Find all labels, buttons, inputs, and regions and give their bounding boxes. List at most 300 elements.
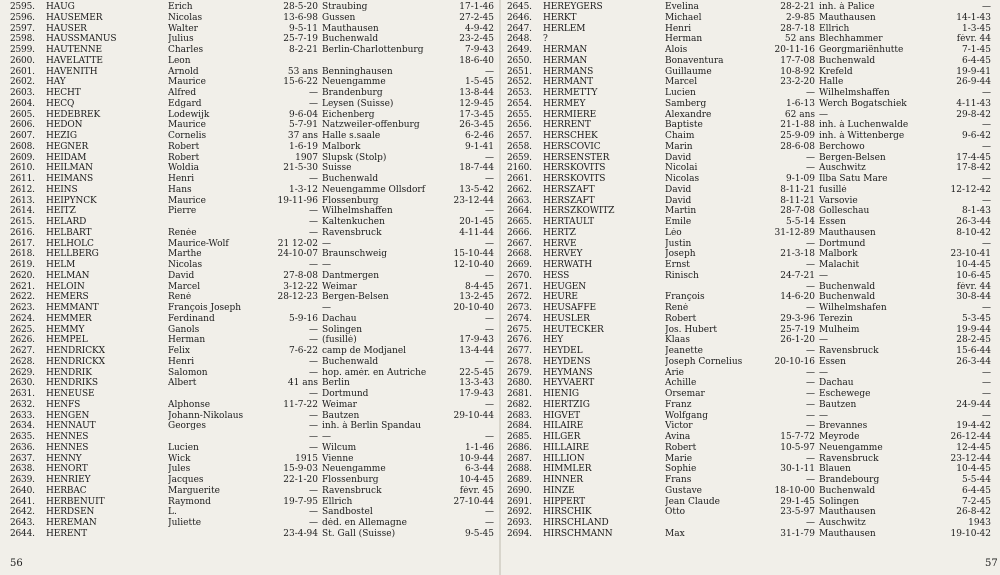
list-row — [507, 249, 997, 260]
surname: HERSCHEK — [543, 131, 598, 141]
given-name: Nicolai — [665, 163, 698, 174]
given-name: Maurice — [168, 120, 206, 131]
given-name: Wolfgang — [665, 410, 708, 421]
list-row — [10, 249, 500, 260]
entry-number: 2625. — [10, 324, 35, 335]
entry-number: 2692. — [507, 507, 532, 518]
place-of-death: Ravensbruck — [322, 485, 382, 496]
surname: HEITZ — [46, 206, 76, 217]
birth-date: 21-3-18 — [780, 249, 815, 260]
entry-number: 2601. — [10, 66, 35, 77]
given-name: Arnold — [168, 66, 199, 77]
surname: HELHOLC — [46, 238, 94, 249]
place-of-death: Benninghausen — [322, 66, 393, 77]
list-row — [507, 346, 997, 357]
place-of-death: Eichenberg — [322, 109, 375, 120]
entry-number: 2671. — [507, 281, 532, 292]
death-date: — — [982, 2, 991, 12]
list-row — [507, 282, 997, 293]
entry-number: 2646. — [507, 12, 532, 23]
place-of-death: Blechhammer — [819, 34, 883, 45]
list-row — [507, 153, 997, 164]
given-name: Edgard — [168, 98, 202, 109]
list-row — [507, 507, 997, 518]
death-date: 27-2-45 — [459, 12, 494, 23]
list-row — [507, 45, 997, 56]
death-date: 30-8-44 — [956, 292, 991, 303]
place-of-death: Neuengamme Ollsdorf — [322, 184, 426, 195]
given-name: Michael — [665, 12, 702, 23]
list-row — [10, 56, 500, 67]
place-of-death: Essen — [819, 356, 846, 367]
entry-number: 2630. — [10, 378, 35, 389]
death-date: — — [982, 367, 991, 378]
place-of-death: Mauthausen — [819, 12, 876, 23]
list-row — [507, 24, 997, 35]
birth-date: — — [309, 174, 318, 184]
given-name: Bonaventura — [665, 55, 724, 66]
place-of-death: Malbork — [322, 141, 361, 152]
death-date: 20-1-45 — [459, 217, 494, 227]
list-row — [507, 56, 997, 67]
death-date: févr. 44 — [956, 34, 991, 45]
list-row — [10, 142, 500, 153]
entry-number: 2688. — [507, 464, 532, 475]
surname: HERMEY — [543, 98, 586, 109]
given-name: René — [665, 303, 689, 313]
birth-date: 28-12-23 — [277, 292, 318, 303]
list-row — [10, 228, 500, 239]
birth-date: — — [806, 238, 815, 249]
surname: HENNAUT — [46, 421, 96, 432]
death-date: 10-4-45 — [459, 475, 494, 485]
place-of-death: — — [819, 270, 828, 281]
given-name: Julius — [168, 34, 194, 45]
death-date: — — [982, 410, 991, 421]
entry-number: 2675. — [507, 324, 532, 335]
place-of-death: Wilcum — [322, 442, 357, 453]
entry-number: 2659. — [507, 152, 532, 163]
list-row — [507, 110, 997, 121]
place-of-death: Neuengamme — [322, 464, 386, 475]
place-of-death: Ravensbruck — [819, 346, 879, 356]
list-row — [10, 378, 500, 389]
given-name: Renée — [168, 227, 197, 238]
birth-date: 62 ans — [784, 109, 815, 120]
list-row — [507, 443, 997, 454]
entry-number: 2662. — [507, 184, 532, 195]
birth-date: — — [309, 206, 318, 217]
list-row — [10, 131, 500, 142]
place-of-death: Terezin — [819, 313, 853, 324]
given-name: L. — [168, 507, 177, 518]
list-row — [10, 346, 500, 357]
entry-number: 2633. — [10, 410, 35, 421]
place-of-death: Auschwitz — [819, 163, 866, 174]
death-date: 20-10-40 — [453, 303, 494, 313]
entry-number: 2616. — [10, 227, 35, 238]
place-of-death: Wilhelmshaffen — [819, 88, 890, 98]
surname: HIRSCHIK — [543, 507, 592, 518]
death-date: — — [485, 270, 494, 281]
place-of-death: Dachau — [322, 313, 357, 324]
place-of-death: Ravensbruck — [819, 453, 879, 464]
birth-date: 22-1-20 — [283, 475, 318, 485]
place-of-death: Mulheim — [819, 324, 860, 335]
death-date: 19-10-42 — [950, 528, 991, 539]
entry-number: 2648. — [507, 34, 532, 45]
surname: HILLAIRE — [543, 442, 589, 453]
death-date: 15-6-44 — [956, 346, 991, 356]
entry-number: 2677. — [507, 346, 532, 356]
surname: HINZE — [543, 485, 575, 496]
given-name: Ganols — [168, 324, 200, 335]
death-date: 19-4-42 — [956, 421, 991, 432]
list-row — [507, 271, 997, 282]
death-date: — — [982, 120, 991, 131]
list-row — [507, 518, 997, 529]
entry-number: 2609. — [10, 152, 35, 163]
given-name: Victor — [665, 421, 693, 432]
given-name: Achille — [665, 378, 697, 389]
surname: HAUG — [46, 2, 75, 12]
birth-date: — — [806, 453, 815, 464]
surname: HERSKOVITS — [543, 174, 606, 184]
list-row — [507, 421, 997, 432]
place-of-death: Brandenburg — [322, 88, 383, 98]
given-name: Walter — [168, 23, 198, 34]
place-of-death: Varsovie — [819, 195, 858, 206]
place-of-death: Golleschau — [819, 206, 870, 217]
birth-date: 41 ans — [287, 378, 318, 389]
surname: HEYVAERT — [543, 378, 595, 389]
place-of-death: Blauen — [819, 464, 851, 475]
entry-number: 2599. — [10, 45, 35, 55]
list-row — [10, 518, 500, 529]
entry-number: 2596. — [10, 12, 35, 23]
birth-date: 53 ans — [287, 66, 318, 77]
death-date: 26-8-42 — [956, 507, 991, 518]
birth-date: — — [309, 485, 318, 496]
list-row — [10, 174, 500, 185]
entry-number: 2631. — [10, 389, 35, 399]
surname: HEMPEL — [46, 335, 88, 346]
given-name: Robert — [168, 152, 200, 163]
entry-number: 2668. — [507, 249, 532, 260]
given-name: Jean Claude — [665, 496, 720, 507]
list-row — [507, 142, 997, 153]
given-name: Marie — [665, 453, 693, 464]
entry-number: 2656. — [507, 120, 532, 131]
entry-number: 2629. — [10, 367, 35, 378]
list-row — [10, 2, 500, 13]
birth-date: — — [806, 303, 815, 313]
birth-date: 1-6-19 — [289, 141, 318, 152]
list-row — [10, 282, 500, 293]
given-name: Evelina — [665, 2, 699, 12]
list-row — [10, 486, 500, 497]
death-date: 17-8-42 — [956, 163, 991, 174]
surname: HEIPYNCK — [46, 195, 97, 206]
place-of-death: St. Gall (Suisse) — [322, 528, 396, 539]
death-date: 13-8-44 — [459, 88, 494, 98]
death-date: févr. 44 — [956, 281, 991, 292]
death-date: — — [485, 399, 494, 410]
death-date: — — [485, 432, 494, 442]
death-date: 12-4-45 — [956, 442, 991, 453]
place-of-death: Flossenburg — [322, 195, 379, 206]
list-row — [10, 13, 500, 24]
birth-date: — — [309, 518, 318, 528]
list-row — [10, 292, 500, 303]
entry-number: 2607. — [10, 131, 35, 141]
birth-date: — — [309, 98, 318, 109]
given-name: François — [665, 292, 705, 303]
death-date: 13-3-43 — [459, 378, 494, 389]
surname: HILGER — [543, 432, 581, 442]
place-of-death: (fusillé) — [322, 335, 357, 346]
death-date: — — [485, 313, 494, 324]
place-of-death: Berlin-Charlottenburg — [322, 45, 424, 55]
list-row — [10, 99, 500, 110]
list-row — [10, 206, 500, 217]
list-row — [10, 475, 500, 486]
place-of-death: fusillé — [819, 184, 847, 195]
place-of-death: Neuengamme — [819, 442, 883, 453]
birth-date: 17-7-08 — [780, 55, 815, 66]
list-row — [10, 303, 500, 314]
given-name: Joseph Cornelius — [665, 356, 743, 367]
list-row — [507, 34, 997, 45]
death-date: 23-10-41 — [950, 249, 991, 260]
birth-date: 7-6-22 — [289, 346, 318, 356]
place-of-death: Malachit — [819, 260, 860, 270]
surname: HERBENUIT — [46, 496, 105, 507]
birth-date: — — [806, 163, 815, 174]
given-name: Max — [665, 528, 685, 539]
death-date: 9-6-42 — [962, 131, 991, 141]
surname: HENDRIK — [46, 367, 92, 378]
list-row — [10, 335, 500, 346]
given-name: Henri — [665, 23, 692, 34]
list-row — [507, 432, 997, 443]
birth-date: — — [309, 335, 318, 346]
entry-number: 2160. — [507, 163, 532, 174]
birth-date: — — [806, 281, 815, 292]
birth-date: — — [309, 507, 318, 518]
birth-date: 29-1-45 — [780, 496, 815, 507]
given-name: Alphonse — [168, 399, 211, 410]
birth-date: 30-1-11 — [780, 464, 815, 475]
place-of-death: hop. amér. en Autriche — [322, 367, 427, 378]
birth-date: 20-10-16 — [774, 356, 815, 367]
list-row — [10, 260, 500, 271]
entry-number: 2655. — [507, 109, 532, 120]
birth-date: 15-7-72 — [780, 432, 815, 442]
death-date: 10-4-45 — [956, 260, 991, 270]
birth-date: — — [806, 152, 815, 163]
death-date: 28-2-45 — [956, 335, 991, 346]
birth-date: — — [309, 442, 318, 453]
list-row — [10, 77, 500, 88]
entry-number: 2606. — [10, 120, 35, 131]
given-name: Herman — [168, 335, 206, 346]
place-of-death: Halle — [819, 77, 844, 88]
place-of-death: Mauthausen — [819, 227, 876, 238]
given-name: Guillaume — [665, 66, 712, 77]
given-name: Erich — [168, 2, 193, 12]
entry-number: 2642. — [10, 507, 35, 518]
entry-number: 2673. — [507, 303, 532, 313]
surname: HENRIEY — [46, 475, 91, 485]
birth-date: 14-6-20 — [780, 292, 815, 303]
death-date: 13-2-45 — [459, 292, 494, 303]
birth-date: 31-12-89 — [774, 227, 815, 238]
entry-number: 2637. — [10, 453, 35, 464]
surname: HERMAN — [543, 55, 588, 66]
list-row — [507, 389, 997, 400]
birth-date: 2-9-85 — [786, 12, 815, 23]
entry-number: 2645. — [507, 2, 532, 12]
given-name: Justin — [665, 238, 692, 249]
birth-date: 19-7-95 — [283, 496, 318, 507]
surname: HERSZAFT — [543, 195, 595, 206]
death-date: — — [485, 66, 494, 77]
place-of-death: — — [819, 335, 828, 346]
place-of-death: Werch Bogatschiek — [819, 98, 907, 109]
place-of-death: — — [322, 303, 331, 313]
list-row — [10, 357, 500, 368]
birth-date: — — [309, 421, 318, 432]
surname: HEUTECKER — [543, 324, 604, 335]
entry-number: 2621. — [10, 281, 35, 292]
given-name: Wick — [168, 453, 191, 464]
birth-date: — — [806, 88, 815, 98]
place-of-death: — — [819, 410, 828, 421]
death-date: 23-2-45 — [459, 34, 494, 45]
birth-date: — — [309, 389, 318, 399]
place-of-death: Vienne — [322, 453, 354, 464]
entry-number: 2694. — [507, 528, 532, 539]
list-row — [10, 421, 500, 432]
list-row — [507, 67, 997, 78]
list-row — [507, 400, 997, 411]
surname: HENNY — [46, 453, 82, 464]
list-row — [507, 163, 997, 174]
entry-number: 2605. — [10, 109, 35, 120]
birth-date: — — [806, 410, 815, 421]
surname: HECHT — [46, 88, 81, 98]
death-date: 18-6-40 — [459, 55, 494, 66]
given-name: Felix — [168, 346, 190, 356]
list-row — [507, 454, 997, 465]
list-row — [507, 475, 997, 486]
place-of-death: Georgmariënhutte — [819, 45, 904, 55]
entry-number: 2644. — [10, 528, 35, 539]
entry-number: 2598. — [10, 34, 35, 45]
birth-date: — — [806, 367, 815, 378]
birth-date: — — [806, 346, 815, 356]
death-date: 5-3-45 — [962, 313, 991, 324]
entry-number: 2663. — [507, 195, 532, 206]
right-page — [507, 2, 997, 573]
birth-date: 8-11-21 — [780, 195, 815, 206]
entry-number: 2689. — [507, 475, 532, 485]
surname: HAUSSMANUS — [46, 34, 117, 45]
given-name: Klaas — [665, 335, 690, 346]
entry-number: 2632. — [10, 399, 35, 410]
death-date: — — [485, 518, 494, 528]
birth-date: 28-7-18 — [780, 23, 815, 34]
surname: HEUSLER — [543, 313, 590, 324]
list-row — [10, 34, 500, 45]
list-row — [10, 45, 500, 56]
entry-number: 2613. — [10, 195, 35, 206]
birth-date: 24-7-21 — [780, 270, 815, 281]
entry-number: 2681. — [507, 389, 532, 399]
surname: HEMERS — [46, 292, 89, 303]
surname: HEGNER — [46, 141, 89, 152]
birth-date: 15-9-03 — [283, 464, 318, 475]
given-name: Marcel — [665, 77, 698, 88]
birth-date: 31-1-79 — [780, 528, 815, 539]
place-of-death: Buchenwald — [322, 34, 379, 45]
death-date: 12-10-40 — [453, 260, 494, 270]
place-of-death: Auschwitz — [819, 518, 866, 528]
list-row — [507, 77, 997, 88]
surname: HERMAN — [543, 45, 588, 55]
entry-number: 2620. — [10, 270, 35, 281]
death-date: 4-11-44 — [459, 227, 494, 238]
given-name: Léo — [665, 227, 682, 238]
surname: HENNES — [46, 442, 89, 453]
death-date: — — [982, 88, 991, 98]
entry-number: 2690. — [507, 485, 532, 496]
place-of-death: inh. à Luchenwalde — [819, 120, 909, 131]
place-of-death: Buchenwald — [819, 485, 876, 496]
given-name: Ferdinand — [168, 313, 215, 324]
list-row — [10, 153, 500, 164]
birth-date: 37 ans — [287, 131, 318, 141]
birth-date: 25-7-19 — [780, 324, 815, 335]
entry-number: 2643. — [10, 518, 35, 528]
entry-number: 2612. — [10, 184, 35, 195]
given-name: Jos. Hubert — [665, 324, 718, 335]
death-date: févr. 45 — [459, 485, 494, 496]
surname: HERKT — [543, 12, 577, 23]
place-of-death: Eschewege — [819, 389, 871, 399]
surname: HERMETTY — [543, 88, 598, 98]
death-date: 17-1-46 — [459, 2, 494, 12]
given-name: Emile — [665, 217, 692, 227]
entry-number: 2608. — [10, 141, 35, 152]
entry-number: 2665. — [507, 217, 532, 227]
surname: HERSKOVITS — [543, 163, 606, 174]
list-row — [10, 217, 500, 228]
place-of-death: Mauthausen — [819, 528, 876, 539]
given-name: Salomon — [168, 367, 208, 378]
list-row — [507, 486, 997, 497]
death-date: 12-12-42 — [950, 184, 991, 195]
list-row — [507, 120, 997, 131]
list-row — [507, 99, 997, 110]
given-name: Chaim — [665, 131, 695, 141]
given-name: Lucien — [168, 442, 199, 453]
place-of-death: Bautzen — [322, 410, 360, 421]
surname: HIRSCHMANN — [543, 528, 613, 539]
birth-date: 19-11-96 — [277, 195, 318, 206]
surname: HIGVET — [543, 410, 581, 421]
